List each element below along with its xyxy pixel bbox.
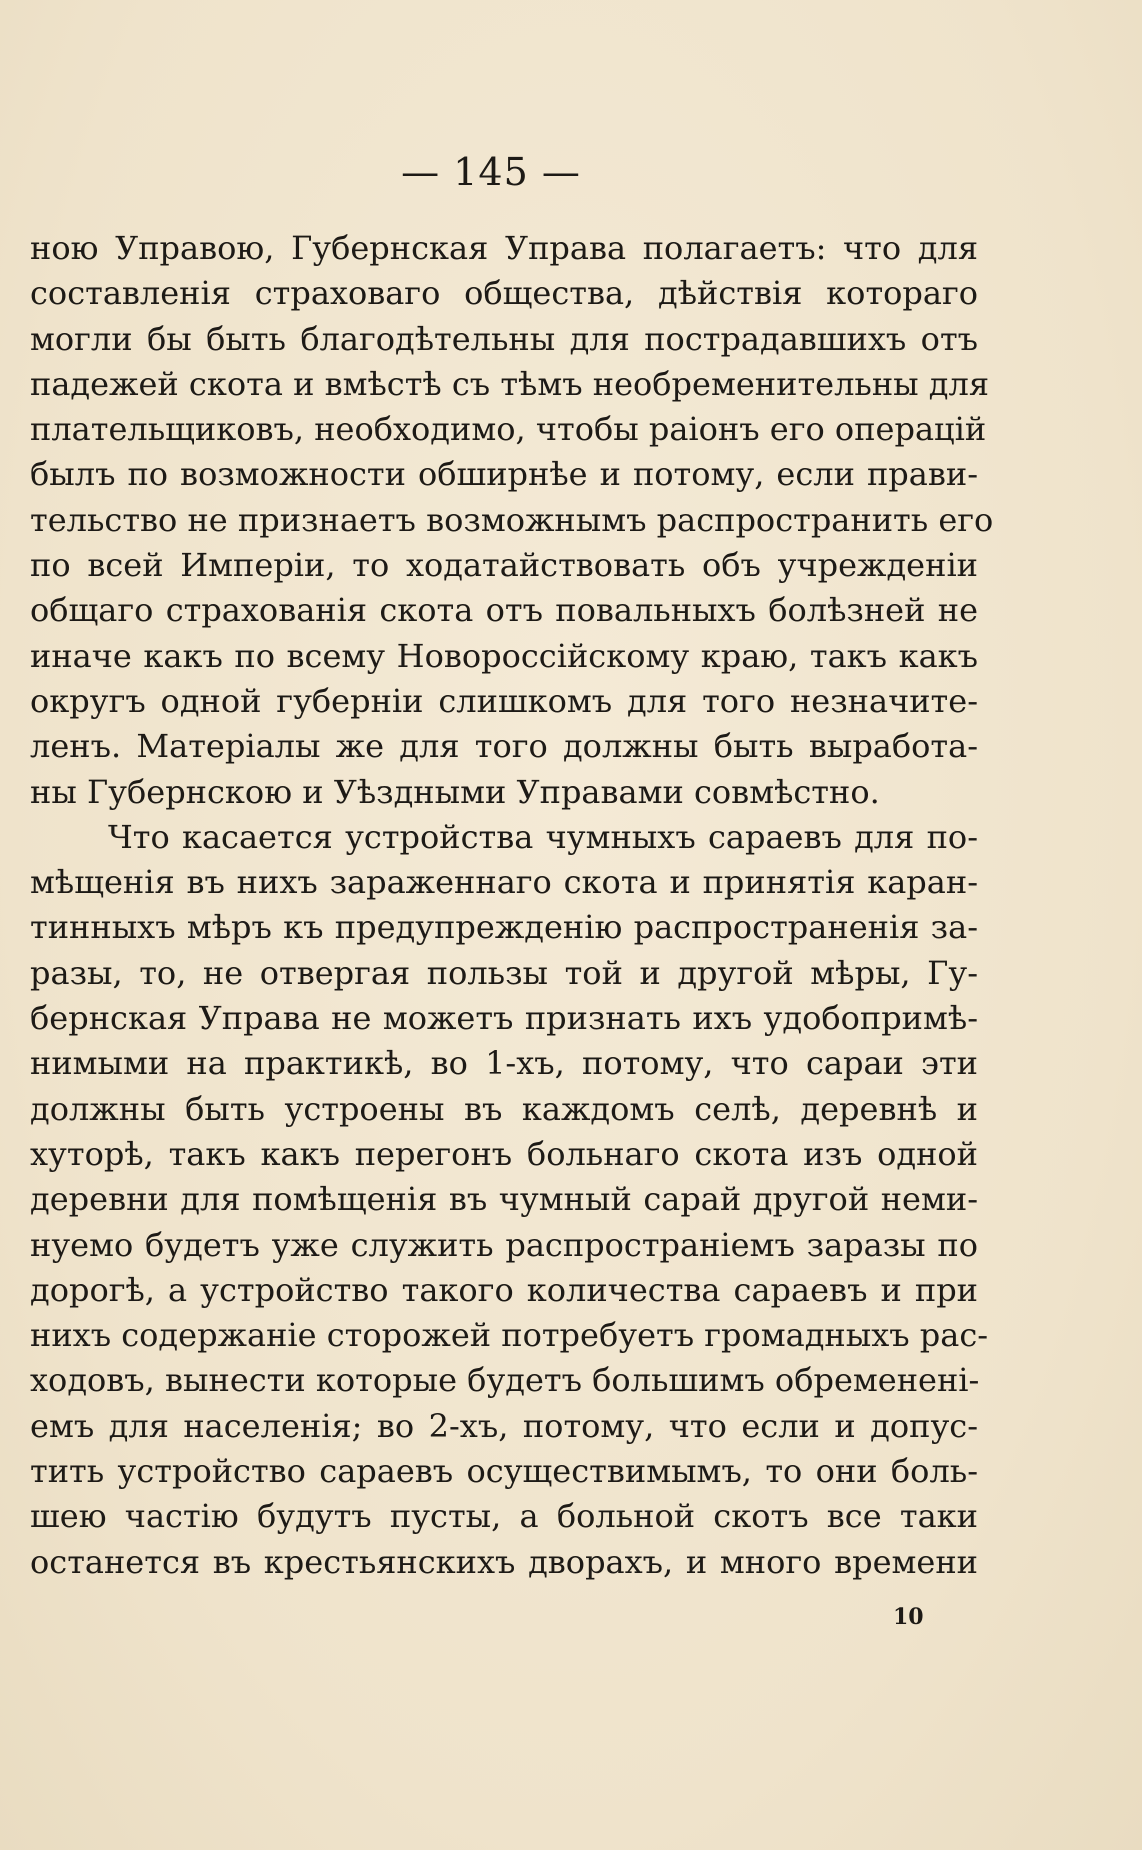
text-line: тельство не признаетъ возможнымъ распространить его: [30, 500, 994, 539]
signature-mark: 10: [893, 1604, 924, 1630]
text-line: ленъ. Матеріалы же для того должны быть выработа-: [30, 727, 978, 766]
text-line: падежей скота и вмѣстѣ съ тѣмъ необременительны для: [30, 364, 990, 403]
text-line: тить устройство сараевъ осуществимымъ, то они боль-: [30, 1452, 978, 1491]
text-line: былъ по возможности обширнѣе и потому, если прави-: [30, 455, 978, 494]
paragraph-end-line: ны Губернскою и Уѣздными Управами совмѣстно.: [30, 772, 880, 811]
text-line: могли бы быть благодѣтельны для пострадавшихъ отъ: [30, 319, 978, 358]
text-line: плательщиковъ, необходимо, чтобы раіонъ его операцій: [30, 410, 987, 449]
body-text: [30, 226, 994, 1585]
text-line: нихъ содержаніе сторожей потребуетъ громадныхъ рас-: [30, 1316, 989, 1355]
text-line: шею частію будутъ пусты, а больной скотъ все таки: [30, 1497, 978, 1536]
text-line: иначе какъ по всему Новороссійскому краю, такъ какъ: [30, 636, 978, 675]
text-line: ною Управою, Губернская Управа полагаетъ: что для: [30, 229, 978, 267]
text-line: емъ для населенія; во 2-хъ, потому, что если и допус-: [30, 1406, 978, 1445]
text-line: округъ одной губерніи слишкомъ для того незначите-: [30, 681, 978, 720]
text-line: останется въ крестьянскихъ дворахъ, и много времени: [30, 1542, 978, 1581]
text-line: разы, то, не отвергая пользы той и другой мѣры, Гу-: [30, 953, 978, 992]
text-line: составленія страховаго общества, дѣйствія котораго: [30, 274, 978, 313]
text-line: должны быть устроены въ каждомъ селѣ, деревнѣ и: [30, 1089, 978, 1128]
text-line: мѣщенія въ нихъ зараженнаго скота и принятія каран-: [30, 863, 978, 902]
text-line: по всей Имперіи, то ходатайствовать объ учрежденіи: [30, 546, 978, 585]
text-line: ходовъ, вынести которые будетъ большимъ обремененi-: [30, 1361, 980, 1400]
text-line: нуемо будетъ уже служить распространіемъ заразы по: [30, 1225, 978, 1264]
text-line: нимыми на практикѣ, во 1-хъ, потому, что сараи эти: [30, 1044, 978, 1083]
text-line: дорогѣ, а устройство такого количества сараевъ и при: [30, 1270, 978, 1309]
text-line: деревни для помѣщенія въ чумный сарай другой неми-: [30, 1180, 978, 1219]
text-line: бернская Управа не можетъ признать ихъ удобопримѣ-: [30, 999, 978, 1038]
paragraph-start-line: Что касается устройства чумныхъ сараевъ для по-: [108, 817, 978, 856]
text-line: тинныхъ мѣръ къ предупрежденію распространенія за-: [30, 908, 978, 947]
text-line: общаго страхованія скота отъ повальныхъ болѣзней не: [30, 591, 978, 630]
text-line: хуторѣ, такъ какъ перегонъ больнаго скота изъ одной: [30, 1134, 978, 1173]
page-number: — 145 —: [401, 150, 581, 194]
